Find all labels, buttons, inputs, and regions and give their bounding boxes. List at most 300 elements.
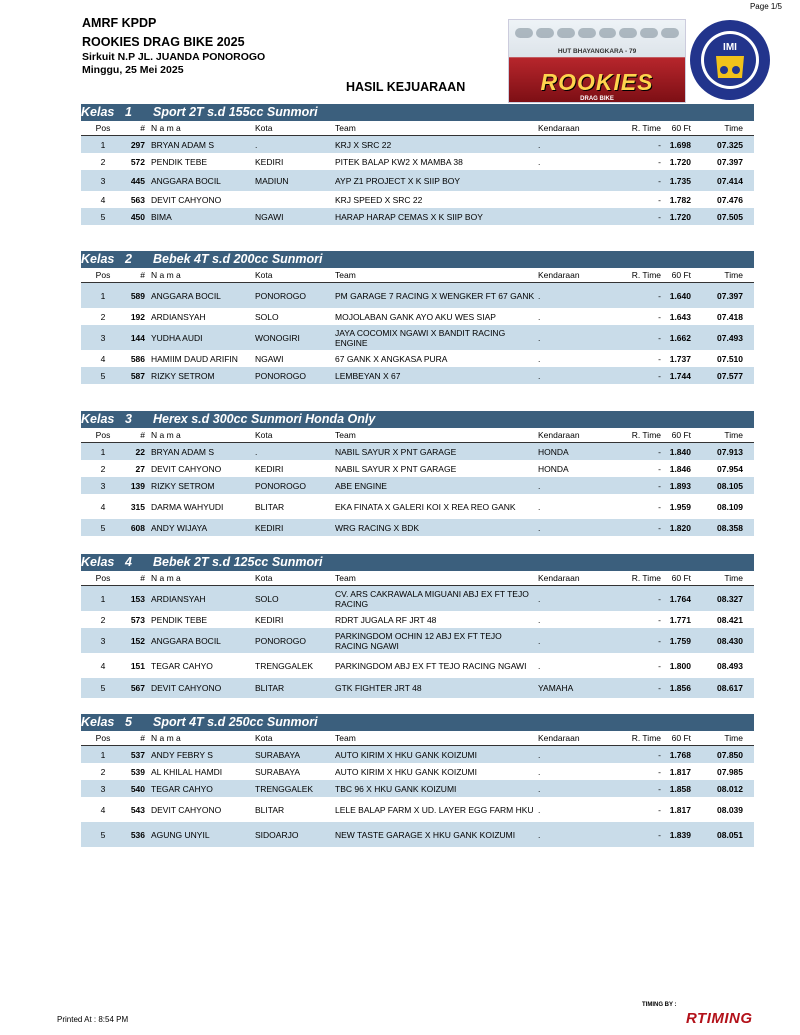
col-kota: Kota bbox=[255, 123, 273, 133]
cell-name: ANDY FEBRY S bbox=[151, 749, 213, 760]
cell-no: 297 bbox=[130, 139, 145, 150]
cell-name: AGUNG UNYIL bbox=[151, 829, 210, 840]
cell-time: 08.327 bbox=[717, 593, 743, 604]
table-row bbox=[81, 586, 754, 611]
cell-time: 08.430 bbox=[717, 635, 743, 646]
cell-name: ANGGARA BOCIL bbox=[151, 290, 221, 301]
cell-kota: NGAWI bbox=[255, 211, 284, 222]
cell-time: 07.325 bbox=[717, 139, 743, 150]
cell-pos: 5 bbox=[100, 683, 106, 693]
cell-pos: 4 bbox=[100, 660, 106, 671]
cell-rt: - bbox=[658, 593, 661, 604]
cell-ft: 1.720 bbox=[669, 211, 691, 222]
cell-kend: . bbox=[538, 353, 541, 364]
cell-time: 08.493 bbox=[717, 660, 743, 671]
cell-time: 08.105 bbox=[717, 480, 743, 491]
cell-name: RIZKY SETROM bbox=[151, 370, 215, 381]
kelas-number: 3 bbox=[125, 412, 132, 426]
cell-name: ANDY WIJAYA bbox=[151, 522, 208, 533]
cell-kota: PONOROGO bbox=[255, 290, 307, 301]
cell-team: EKA FINATA X GALERI KOI X REA REO GANK bbox=[335, 501, 516, 512]
col-pos: Pos bbox=[95, 270, 111, 280]
cell-pos: 4 bbox=[100, 804, 106, 815]
cell-team: LEMBEYAN X 67 bbox=[335, 370, 401, 381]
kelas-header bbox=[81, 251, 754, 268]
cell-kota: TRENGGALEK bbox=[255, 783, 314, 794]
cell-pos: 1 bbox=[100, 446, 106, 457]
kelas-header bbox=[81, 104, 754, 121]
col-pos: Pos bbox=[95, 733, 111, 743]
cell-team: PITEK BALAP KW2 X MAMBA 38 bbox=[335, 156, 463, 167]
cell-team: CV. ARS CAKRAWALA MIGUANI ABJ EX FT TEJO RACING bbox=[335, 588, 529, 609]
cell-name: DEVIT CAHYONO bbox=[151, 804, 222, 815]
col-pos: Pos bbox=[95, 123, 111, 133]
table-row bbox=[81, 283, 754, 308]
cell-kend: HONDA bbox=[538, 446, 569, 457]
col-kendaraan: Kendaraan bbox=[538, 270, 580, 280]
table-row bbox=[81, 477, 754, 494]
kelas-name: Sport 2T s.d 155cc Sunmori bbox=[153, 105, 318, 119]
cell-name: DARMA WAHYUDI bbox=[151, 501, 224, 512]
cell-kota: SIDOARJO bbox=[255, 829, 299, 840]
cell-no: 573 bbox=[130, 614, 145, 625]
cell-time: 07.397 bbox=[717, 290, 743, 301]
cell-pos: 3 bbox=[100, 175, 106, 186]
cell-kend: . bbox=[538, 522, 541, 533]
cell-no: 540 bbox=[130, 783, 145, 794]
cell-kend: . bbox=[538, 139, 541, 150]
cell-kota: SOLO bbox=[255, 311, 279, 322]
cell-name: AL KHILAL HAMDI bbox=[151, 766, 223, 777]
table-row bbox=[81, 325, 754, 350]
cell-name: PENDIK TEBE bbox=[151, 614, 208, 625]
cell-team: LELE BALAP FARM X UD. LAYER EGG FARM HKU bbox=[335, 804, 534, 815]
cell-time: 08.051 bbox=[717, 829, 743, 840]
banner-hut: HUT BHAYANGKARA - 79 bbox=[557, 48, 637, 55]
cell-no: 153 bbox=[130, 593, 145, 604]
organizer: AMRF KPDP bbox=[82, 16, 157, 30]
col-kota: Kota bbox=[255, 573, 273, 583]
col-rtime: R. Time bbox=[631, 573, 661, 583]
cell-team: PARKINGDOM ABJ EX FT TEJO RACING NGAWI bbox=[335, 660, 527, 671]
cell-team: NEW TASTE GARAGE X HKU GANK KOIZUMI bbox=[335, 829, 516, 840]
kelas-name: Bebek 2T s.d 125cc Sunmori bbox=[153, 555, 323, 569]
col-pos: Pos bbox=[95, 573, 111, 583]
col-ft60: 60 Ft bbox=[671, 270, 691, 280]
cell-ft: 1.768 bbox=[669, 749, 691, 760]
cell-ft: 1.735 bbox=[669, 175, 691, 186]
cell-ft: 1.893 bbox=[669, 480, 691, 491]
cell-rt: - bbox=[658, 829, 661, 840]
kelas-section bbox=[81, 411, 754, 536]
table-row bbox=[81, 208, 754, 225]
kelas-header bbox=[81, 714, 754, 731]
cell-kota: WONOGIRI bbox=[255, 332, 300, 343]
table-row bbox=[81, 308, 754, 325]
kelas-section bbox=[81, 104, 754, 225]
event-banner bbox=[508, 19, 686, 103]
cell-no: 539 bbox=[130, 766, 145, 777]
event-date: Minggu, 25 Mei 2025 bbox=[82, 64, 184, 76]
kelas-number: 5 bbox=[125, 715, 132, 729]
kelas-section bbox=[81, 251, 754, 384]
col-no: # bbox=[140, 573, 145, 583]
cell-kend: . bbox=[538, 290, 541, 301]
cell-ft: 1.817 bbox=[669, 804, 691, 815]
cell-name: BRYAN ADAM S bbox=[151, 446, 214, 457]
venue: Sirkuit N.P JL. JUANDA PONOROGO bbox=[82, 51, 266, 63]
cell-pos: 3 bbox=[100, 480, 106, 491]
cell-name: TEGAR CAHYO bbox=[151, 783, 213, 794]
cell-pos: 5 bbox=[100, 370, 106, 381]
cell-time: 08.109 bbox=[717, 501, 743, 512]
table-row bbox=[81, 350, 754, 367]
cell-time: 07.476 bbox=[717, 194, 743, 205]
cell-time: 07.850 bbox=[717, 749, 743, 760]
cell-kend: . bbox=[538, 480, 541, 491]
logo-letters: IMI bbox=[723, 42, 737, 53]
cell-kend: YAMAHA bbox=[538, 683, 574, 693]
cell-time: 07.493 bbox=[717, 332, 743, 343]
col-time: Time bbox=[724, 123, 743, 133]
cell-rt: - bbox=[658, 804, 661, 815]
cell-rt: - bbox=[658, 501, 661, 512]
cell-kota: MADIUN bbox=[255, 175, 289, 186]
cell-kend: . bbox=[538, 614, 541, 625]
cell-no: 572 bbox=[130, 156, 145, 167]
kelas-label: Kelas bbox=[81, 252, 115, 266]
table-row bbox=[81, 191, 754, 208]
cell-team: PM GARAGE 7 RACING X WENGKER FT 67 GANK bbox=[335, 290, 535, 301]
table-row bbox=[81, 746, 754, 763]
cell-pos: 3 bbox=[100, 332, 106, 343]
cell-kota: . bbox=[255, 446, 258, 457]
table-row bbox=[81, 460, 754, 477]
cell-kota: KEDIRI bbox=[255, 522, 284, 533]
kelas-header bbox=[81, 411, 754, 428]
banner-dragbike: DRAG BIKE bbox=[580, 96, 614, 102]
cell-pos: 4 bbox=[100, 501, 106, 512]
cell-no: 315 bbox=[130, 501, 145, 512]
cell-rt: - bbox=[658, 766, 661, 777]
cell-time: 07.913 bbox=[717, 446, 743, 457]
cell-team: HARAP HARAP CEMAS X K SIIP BOY bbox=[335, 211, 483, 222]
cell-no: 445 bbox=[130, 175, 145, 186]
cell-time: 08.012 bbox=[717, 783, 743, 794]
col-ft60: 60 Ft bbox=[671, 430, 691, 440]
cell-name: DEVIT CAHYONO bbox=[151, 463, 222, 474]
col-team: Team bbox=[335, 270, 356, 280]
cell-pos: 5 bbox=[100, 829, 106, 840]
cell-ft: 1.959 bbox=[669, 501, 691, 512]
cell-team: KRJ SPEED X SRC 22 bbox=[335, 194, 423, 205]
cell-rt: - bbox=[658, 783, 661, 794]
cell-kota: KEDIRI bbox=[255, 463, 284, 474]
cell-time: 07.577 bbox=[717, 370, 743, 381]
cell-no: 537 bbox=[130, 749, 145, 760]
cell-rt: - bbox=[658, 480, 661, 491]
cell-pos: 3 bbox=[100, 783, 106, 794]
col-ft60: 60 Ft bbox=[671, 123, 691, 133]
cell-kend: . bbox=[538, 660, 541, 671]
cell-time: 07.418 bbox=[717, 311, 743, 322]
col-kota: Kota bbox=[255, 733, 273, 743]
col-ft60: 60 Ft bbox=[671, 573, 691, 583]
cell-no: 587 bbox=[130, 370, 145, 381]
cell-no: 567 bbox=[130, 683, 145, 693]
table-row bbox=[81, 763, 754, 780]
kelas-number: 1 bbox=[125, 105, 132, 119]
col-no: # bbox=[140, 123, 145, 133]
table-row bbox=[81, 170, 754, 191]
cell-ft: 1.817 bbox=[669, 766, 691, 777]
cell-rt: - bbox=[658, 290, 661, 301]
cell-pos: 5 bbox=[100, 522, 106, 533]
timing-credit bbox=[640, 1002, 764, 1028]
cell-name: ANGGARA BOCIL bbox=[151, 175, 221, 186]
cell-rt: - bbox=[658, 311, 661, 322]
cell-no: 589 bbox=[130, 290, 145, 301]
table-row bbox=[81, 136, 754, 153]
table-row bbox=[81, 519, 754, 536]
cell-pos: 5 bbox=[100, 211, 106, 222]
cell-kota: . bbox=[255, 139, 258, 150]
cell-pos: 3 bbox=[100, 635, 106, 646]
cell-rt: - bbox=[658, 635, 661, 646]
cell-time: 08.358 bbox=[717, 522, 743, 533]
cell-time: 08.421 bbox=[717, 614, 743, 625]
cell-time: 07.954 bbox=[717, 463, 743, 474]
cell-no: 608 bbox=[130, 522, 145, 533]
cell-team: WRG RACING X BDK bbox=[335, 522, 420, 533]
cell-pos: 4 bbox=[100, 194, 106, 205]
cell-name: DEVIT CAHYONO bbox=[151, 194, 222, 205]
col-kota: Kota bbox=[255, 270, 273, 280]
cell-name: ARDIANSYAH bbox=[151, 311, 206, 322]
cell-kend: HONDA bbox=[538, 463, 569, 474]
cell-rt: - bbox=[658, 194, 661, 205]
cell-kend: . bbox=[538, 311, 541, 322]
cell-ft: 1.643 bbox=[669, 311, 691, 322]
cell-team: RDRT JUGALA RF JRT 48 bbox=[335, 614, 437, 625]
imi-logo-icon bbox=[688, 18, 772, 102]
cell-kota: SOLO bbox=[255, 593, 279, 604]
cell-pos: 2 bbox=[100, 156, 106, 167]
cell-time: 08.039 bbox=[717, 804, 743, 815]
cell-pos: 1 bbox=[100, 593, 106, 604]
cell-pos: 1 bbox=[100, 139, 106, 150]
col-ft60: 60 Ft bbox=[671, 733, 691, 743]
table-row bbox=[81, 443, 754, 460]
cell-kota: BLITAR bbox=[255, 683, 285, 693]
cell-no: 144 bbox=[130, 332, 145, 343]
cell-rt: - bbox=[658, 370, 661, 381]
cell-rt: - bbox=[658, 660, 661, 671]
cell-no: 139 bbox=[130, 480, 145, 491]
cell-kend: . bbox=[538, 370, 541, 381]
kelas-name: Sport 4T s.d 250cc Sunmori bbox=[153, 715, 318, 729]
cell-ft: 1.764 bbox=[669, 593, 691, 604]
cell-name: PENDIK TEBE bbox=[151, 156, 208, 167]
cell-pos: 1 bbox=[100, 290, 106, 301]
cell-rt: - bbox=[658, 463, 661, 474]
col-name: N a m a bbox=[151, 123, 181, 133]
cell-time: 07.510 bbox=[717, 353, 743, 364]
cell-kota: PONOROGO bbox=[255, 370, 307, 381]
cell-rt: - bbox=[658, 522, 661, 533]
table-row bbox=[81, 780, 754, 797]
cell-kota: SURABAYA bbox=[255, 766, 301, 777]
col-kota: Kota bbox=[255, 430, 273, 440]
cell-kota: TRENGGALEK bbox=[255, 660, 314, 671]
timing-brand-logo: RTIMING bbox=[686, 1010, 753, 1027]
cell-rt: - bbox=[658, 332, 661, 343]
kelas-number: 4 bbox=[125, 555, 132, 569]
cell-no: 450 bbox=[130, 211, 145, 222]
table-row bbox=[81, 628, 754, 653]
kelas-label: Kelas bbox=[81, 555, 115, 569]
col-team: Team bbox=[335, 573, 356, 583]
cell-team: ABE ENGINE bbox=[335, 480, 387, 491]
kelas-label: Kelas bbox=[81, 105, 115, 119]
cell-rt: - bbox=[658, 139, 661, 150]
cell-pos: 2 bbox=[100, 614, 106, 625]
cell-kota: BLITAR bbox=[255, 501, 285, 512]
col-no: # bbox=[140, 270, 145, 280]
cell-ft: 1.720 bbox=[669, 156, 691, 167]
cell-pos: 2 bbox=[100, 463, 106, 474]
cell-rt: - bbox=[658, 156, 661, 167]
cell-team: AYP Z1 PROJECT X K SIIP BOY bbox=[335, 175, 461, 186]
col-name: N a m a bbox=[151, 270, 181, 280]
cell-time: 07.985 bbox=[717, 766, 743, 777]
cell-name: ANGGARA BOCIL bbox=[151, 635, 221, 646]
cell-ft: 1.759 bbox=[669, 635, 691, 646]
cell-ft: 1.800 bbox=[669, 660, 691, 671]
cell-ft: 1.858 bbox=[669, 783, 691, 794]
cell-team: PARKINGDOM OCHIN 12 ABJ EX FT TEJO RACING NGAWI bbox=[335, 630, 502, 651]
cell-ft: 1.782 bbox=[669, 194, 691, 205]
cell-ft: 1.856 bbox=[669, 683, 691, 693]
timing-by-label: TIMING BY : bbox=[642, 1002, 677, 1008]
cell-team: NABIL SAYUR X PNT GARAGE bbox=[335, 446, 457, 457]
event-name: ROOKIES DRAG BIKE 2025 bbox=[82, 35, 245, 49]
cell-no: 151 bbox=[130, 660, 145, 671]
cell-kota: PONOROGO bbox=[255, 480, 307, 491]
cell-name: HAMIIM DAUD ARIFIN bbox=[151, 353, 238, 364]
col-name: N a m a bbox=[151, 573, 181, 583]
cell-name: BIMA bbox=[151, 211, 172, 222]
cell-rt: - bbox=[658, 211, 661, 222]
cell-kota: SURABAYA bbox=[255, 749, 301, 760]
cell-team: GTK FIGHTER JRT 48 bbox=[335, 683, 422, 693]
cell-rt: - bbox=[658, 749, 661, 760]
kelas-label: Kelas bbox=[81, 715, 115, 729]
kelas-label: Kelas bbox=[81, 412, 115, 426]
cell-kend: . bbox=[538, 829, 541, 840]
cell-team: NABIL SAYUR X PNT GARAGE bbox=[335, 463, 457, 474]
cell-time: 08.617 bbox=[717, 683, 743, 693]
cell-team: AUTO KIRIM X HKU GANK KOIZUMI bbox=[335, 766, 477, 777]
cell-no: 536 bbox=[130, 829, 145, 840]
table-row bbox=[81, 153, 754, 170]
cell-ft: 1.737 bbox=[669, 353, 691, 364]
cell-no: 586 bbox=[130, 353, 145, 364]
col-name: N a m a bbox=[151, 430, 181, 440]
col-kendaraan: Kendaraan bbox=[538, 573, 580, 583]
cell-time: 07.414 bbox=[717, 175, 743, 186]
cell-pos: 2 bbox=[100, 766, 106, 777]
cell-ft: 1.840 bbox=[669, 446, 691, 457]
cell-rt: - bbox=[658, 446, 661, 457]
column-headers bbox=[81, 731, 754, 746]
kelas-name: Herex s.d 300cc Sunmori Honda Only bbox=[153, 412, 376, 426]
cell-kota: KEDIRI bbox=[255, 156, 284, 167]
page-title: HASIL KEJUARAAN bbox=[346, 80, 466, 94]
cell-ft: 1.820 bbox=[669, 522, 691, 533]
column-headers bbox=[81, 121, 754, 136]
col-team: Team bbox=[335, 123, 356, 133]
printed-at: Printed At : 8:54 PM bbox=[57, 1015, 129, 1024]
cell-no: 22 bbox=[135, 446, 145, 457]
sponsor-logos bbox=[515, 28, 679, 38]
cell-kend: . bbox=[538, 501, 541, 512]
cell-kend: . bbox=[538, 332, 541, 343]
col-team: Team bbox=[335, 733, 356, 743]
table-row bbox=[81, 653, 754, 678]
cell-team: TBC 96 X HKU GANK KOIZUMI bbox=[335, 783, 457, 794]
cell-name: YUDHA AUDI bbox=[151, 332, 203, 343]
col-time: Time bbox=[724, 270, 743, 280]
cell-no: 192 bbox=[130, 311, 145, 322]
kelas-name: Bebek 4T s.d 200cc Sunmori bbox=[153, 252, 323, 266]
col-rtime: R. Time bbox=[631, 733, 661, 743]
cell-kend: . bbox=[538, 593, 541, 604]
cell-kend: . bbox=[538, 766, 541, 777]
cell-name: ARDIANSYAH bbox=[151, 593, 206, 604]
col-rtime: R. Time bbox=[631, 270, 661, 280]
cell-kota: BLITAR bbox=[255, 804, 285, 815]
cell-ft: 1.698 bbox=[669, 139, 691, 150]
col-no: # bbox=[140, 430, 145, 440]
table-row bbox=[81, 822, 754, 847]
col-no: # bbox=[140, 733, 145, 743]
column-headers bbox=[81, 571, 754, 586]
cell-no: 27 bbox=[135, 463, 145, 474]
cell-ft: 1.839 bbox=[669, 829, 691, 840]
table-row bbox=[81, 797, 754, 822]
banner-rookies: ROOKIES bbox=[540, 69, 654, 95]
column-headers bbox=[81, 268, 754, 283]
cell-pos: 1 bbox=[100, 749, 106, 760]
table-row bbox=[81, 367, 754, 384]
col-time: Time bbox=[724, 733, 743, 743]
cell-team: JAYA COCOMIX NGAWI X BANDIT RACING ENGINE bbox=[335, 327, 506, 348]
table-row bbox=[81, 494, 754, 519]
cell-time: 07.505 bbox=[717, 211, 743, 222]
kelas-number: 2 bbox=[125, 252, 132, 266]
table-row bbox=[81, 678, 754, 698]
cell-pos: 4 bbox=[100, 353, 106, 364]
cell-no: 563 bbox=[130, 194, 145, 205]
cell-rt: - bbox=[658, 353, 661, 364]
cell-kend: . bbox=[538, 749, 541, 760]
cell-ft: 1.640 bbox=[669, 290, 691, 301]
cell-no: 543 bbox=[130, 804, 145, 815]
cell-rt: - bbox=[658, 175, 661, 186]
cell-kend: . bbox=[538, 783, 541, 794]
cell-name: TEGAR CAHYO bbox=[151, 660, 213, 671]
